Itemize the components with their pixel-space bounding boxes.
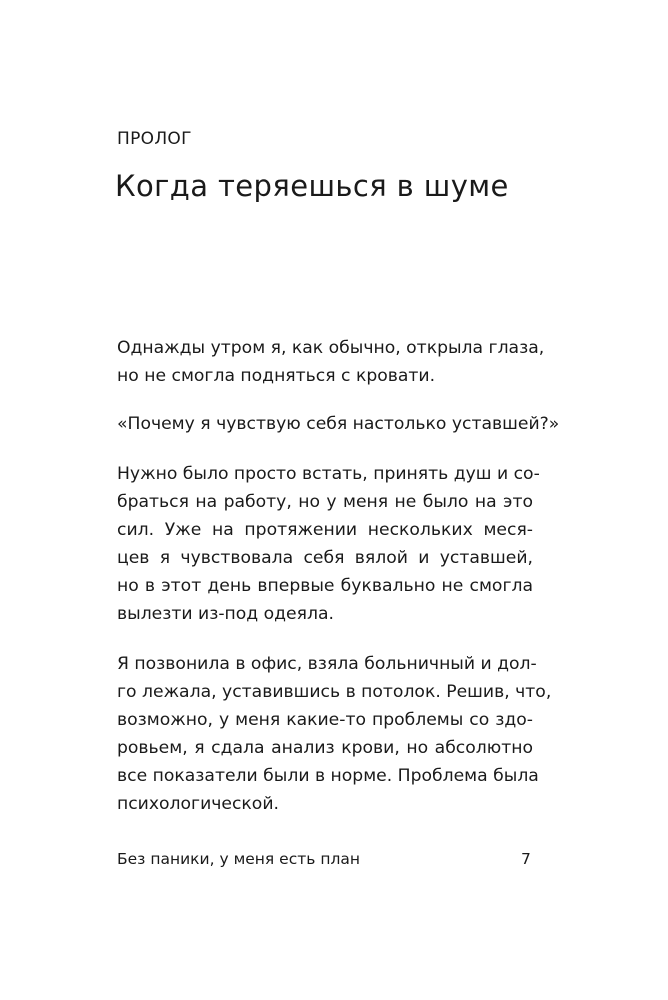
text-line: возможно, у меня какие-то проблемы со здо- — [117, 710, 533, 730]
chapter-title: Когда теряешься в шуме — [115, 169, 509, 203]
text-line: сил. Уже на протяжении нескольких меся- — [117, 520, 533, 540]
text-line: Нужно было просто встать, принять душ и со- — [117, 464, 540, 484]
text-line: го лежала, уставившись в потолок. Решив, что, — [117, 682, 552, 702]
text-line: Однажды утром я, как обычно, открыла глаза, — [117, 338, 545, 358]
page-number: 7 — [521, 850, 531, 868]
text-line: все показатели были в норме. Проблема была — [117, 766, 539, 786]
text-line: вылезти из-под одеяла. — [117, 604, 334, 624]
running-footer-title: Без паники, у меня есть план — [117, 850, 361, 868]
paragraph-4 — [117, 650, 552, 818]
paragraph-1 — [117, 334, 545, 390]
text-line: цев я чувствовала себя вялой и уставшей, — [117, 548, 533, 568]
text-line: но в этот день впервые буквально не смогла — [117, 576, 533, 596]
text-line: Я позвонила в офис, взяла больничный и дол- — [117, 654, 537, 674]
text-line: ровьем, я сдала анализ крови, но абсолютно — [117, 738, 533, 758]
paragraph-2 — [117, 410, 560, 438]
text-line: браться на работу, но у меня не было на это — [117, 492, 533, 512]
text-line: психологической. — [117, 794, 279, 814]
text-line: «Почему я чувствую себя настолько уставшей?» — [117, 414, 560, 434]
chapter-label: ПРОЛОГ — [117, 129, 192, 149]
paragraph-3 — [117, 460, 540, 628]
text-line: но не смогла подняться с кровати. — [117, 366, 436, 386]
